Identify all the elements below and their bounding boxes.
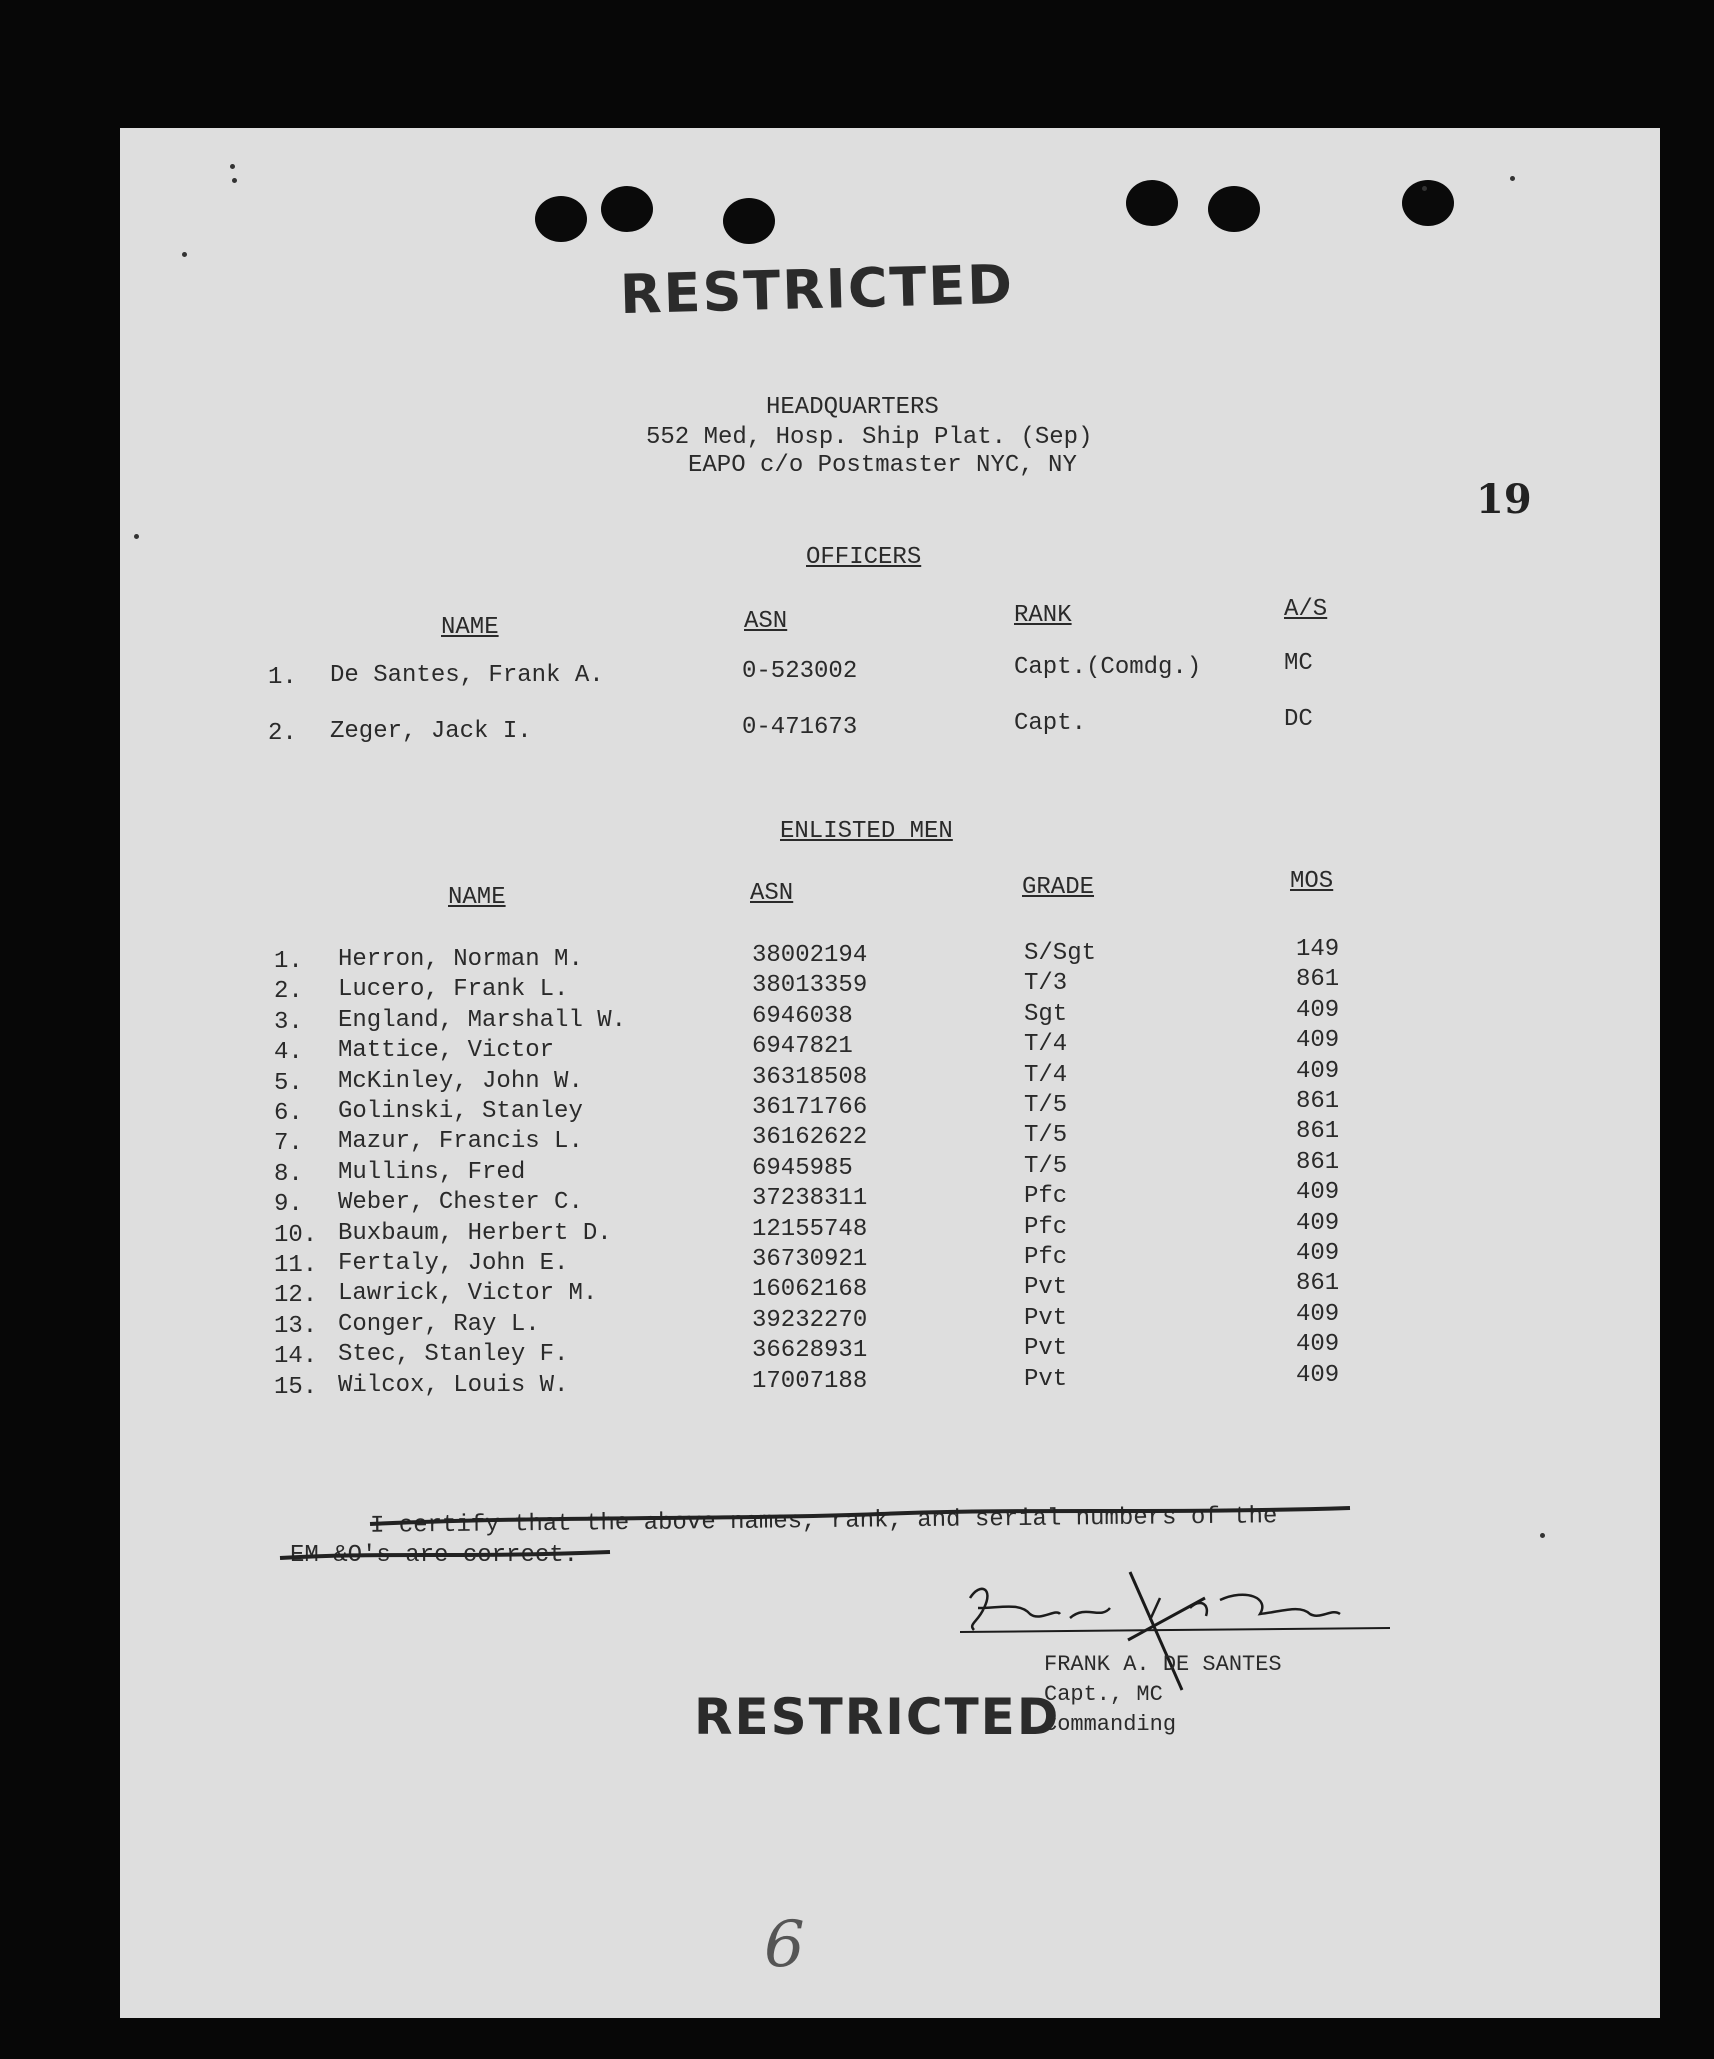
officers-col-asn: ASN (744, 608, 788, 635)
enlisted-col-mos: MOS (1290, 868, 1334, 895)
enlisted-row-number: 7. (274, 1130, 303, 1158)
enlisted-asn: 37238311 (752, 1185, 868, 1213)
enlisted-asn: 12155748 (752, 1215, 868, 1243)
enlisted-col-grade: GRADE (1022, 874, 1095, 901)
speck (232, 178, 237, 183)
officers-title: OFFICERS (806, 544, 922, 571)
enlisted-row-number: 14. (274, 1343, 318, 1371)
enlisted-mos: 409 (1296, 1300, 1340, 1328)
enlisted-row-number: 11. (274, 1252, 318, 1279)
officer-name: Zeger, Jack I. (330, 718, 532, 745)
punch-hole (1208, 186, 1260, 232)
enlisted-mos: 409 (1296, 1209, 1340, 1237)
handwritten-number: 6 (764, 1908, 805, 1982)
enlisted-row-number: 4. (274, 1039, 303, 1067)
enlisted-mos: 409 (1296, 1057, 1340, 1085)
restricted-stamp-top: RESTRICTED (619, 252, 1015, 327)
enlisted-asn: 36318508 (752, 1063, 868, 1091)
signatory-rank: Capt., MC (1044, 1682, 1163, 1707)
enlisted-row-number: 1. (274, 948, 303, 975)
enlisted-grade: S/Sgt (1024, 940, 1097, 967)
enlisted-asn: 6947821 (752, 1033, 853, 1061)
enlisted-asn: 36628931 (752, 1337, 868, 1365)
speck (1510, 176, 1515, 181)
enlisted-grade: Pvt (1024, 1274, 1068, 1302)
enlisted-asn: 36730921 (752, 1246, 868, 1273)
enlisted-mos: 861 (1296, 966, 1340, 994)
enlisted-col-asn: ASN (750, 880, 794, 907)
certification-line-2: EM &O's are correct. (290, 1542, 579, 1569)
enlisted-asn: 36171766 (752, 1094, 868, 1121)
enlisted-grade: T/5 (1024, 1092, 1068, 1119)
officer-rank: Capt. (1014, 710, 1087, 737)
enlisted-asn: 38013359 (752, 972, 868, 1000)
enlisted-asn: 36162622 (752, 1124, 868, 1152)
enlisted-title: ENLISTED MEN (780, 818, 953, 845)
enlisted-name: Stec, Stanley F. (338, 1341, 569, 1369)
document-page (120, 128, 1660, 2018)
enlisted-grade: Pvt (1024, 1365, 1068, 1393)
enlisted-mos: 861 (1296, 1148, 1340, 1176)
enlisted-grade: T/4 (1024, 1031, 1068, 1059)
enlisted-asn: 39232270 (752, 1306, 868, 1334)
enlisted-name: McKinley, John W. (338, 1067, 583, 1095)
header-line-3: EAPO c/o Postmaster NYC, NY (688, 452, 1077, 479)
enlisted-name: Mullins, Fred (338, 1158, 526, 1186)
speck (182, 252, 187, 257)
punch-hole (1402, 180, 1454, 226)
enlisted-row-number: 3. (274, 1008, 303, 1036)
officer-name: De Santes, Frank A. (330, 662, 604, 689)
enlisted-name: Golinski, Stanley (338, 1098, 583, 1125)
officer-row-number: 1. (268, 664, 297, 691)
punch-hole (723, 198, 775, 244)
officer-arm-service: DC (1284, 706, 1313, 733)
enlisted-asn: 16062168 (752, 1276, 868, 1304)
enlisted-mos: 861 (1296, 1118, 1340, 1146)
enlisted-mos: 409 (1296, 1361, 1340, 1389)
officers-col-rank: RANK (1014, 602, 1072, 629)
enlisted-grade: Pfc (1024, 1244, 1068, 1271)
enlisted-asn: 38002194 (752, 942, 868, 969)
enlisted-grade: Pvt (1024, 1335, 1068, 1363)
enlisted-row-number: 5. (274, 1069, 303, 1097)
signatory-name: FRANK A. DE SANTES (1044, 1652, 1282, 1677)
enlisted-row-number: 8. (274, 1160, 303, 1188)
punch-hole (601, 186, 653, 232)
enlisted-grade: T/3 (1024, 970, 1068, 998)
speck (230, 164, 235, 169)
officers-col-as: A/S (1284, 596, 1328, 623)
punch-hole (535, 196, 587, 242)
enlisted-name: Buxbaum, Herbert D. (338, 1219, 612, 1247)
enlisted-grade: T/4 (1024, 1061, 1068, 1089)
officers-col-name: NAME (441, 614, 499, 641)
enlisted-mos: 861 (1296, 1270, 1340, 1298)
enlisted-row-number: 2. (274, 978, 303, 1006)
enlisted-asn: 6945985 (752, 1154, 853, 1182)
enlisted-mos: 409 (1296, 996, 1340, 1024)
enlisted-mos: 861 (1296, 1088, 1340, 1115)
enlisted-mos: 409 (1296, 1027, 1340, 1055)
enlisted-name: Wilcox, Louis W. (338, 1371, 569, 1399)
enlisted-name: Weber, Chester C. (338, 1189, 583, 1217)
speck (134, 534, 139, 539)
enlisted-row-number: 10. (274, 1221, 318, 1249)
enlisted-name: Mazur, Francis L. (338, 1128, 583, 1156)
enlisted-col-name: NAME (448, 884, 506, 911)
enlisted-asn: 17007188 (752, 1367, 868, 1395)
enlisted-row-number: 13. (274, 1312, 318, 1340)
enlisted-name: Mattice, Victor (338, 1037, 555, 1065)
enlisted-grade: Pfc (1024, 1183, 1068, 1211)
enlisted-grade: T/5 (1024, 1122, 1068, 1150)
handwritten-signature (960, 1568, 1400, 1638)
speck (1540, 1533, 1545, 1538)
enlisted-row-number: 6. (274, 1100, 303, 1127)
officer-arm-service: MC (1284, 650, 1313, 677)
certification-line-1: I certify that the above names, rank, and serial numbers of the (369, 1503, 1278, 1540)
enlisted-name: Fertaly, John E. (338, 1250, 569, 1277)
header-line-2: 552 Med, Hosp. Ship Plat. (Sep) (646, 424, 1093, 451)
enlisted-name: Herron, Norman M. (338, 946, 583, 973)
officer-row-number: 2. (268, 720, 297, 747)
officer-asn: 0-471673 (742, 714, 858, 741)
officer-asn: 0-523002 (742, 658, 858, 685)
enlisted-row-number: 12. (274, 1282, 318, 1310)
enlisted-grade: Sgt (1024, 1000, 1068, 1028)
punch-hole (1126, 180, 1178, 226)
enlisted-mos: 409 (1296, 1331, 1340, 1359)
enlisted-mos: 409 (1296, 1179, 1340, 1207)
enlisted-mos: 149 (1296, 936, 1340, 963)
enlisted-grade: Pfc (1024, 1213, 1068, 1241)
enlisted-name: Lucero, Frank L. (338, 976, 569, 1004)
enlisted-name: England, Marshall W. (338, 1006, 627, 1034)
enlisted-grade: Pvt (1024, 1304, 1068, 1332)
enlisted-row-number: 9. (274, 1191, 303, 1219)
enlisted-name: Lawrick, Victor M. (338, 1280, 598, 1308)
enlisted-grade: T/5 (1024, 1152, 1068, 1180)
page-number: 19 (1476, 476, 1532, 523)
enlisted-name: Conger, Ray L. (338, 1310, 540, 1338)
enlisted-row-number: 15. (274, 1373, 318, 1401)
enlisted-mos: 409 (1296, 1240, 1340, 1267)
officer-rank: Capt.(Comdg.) (1014, 654, 1202, 681)
speck (1422, 186, 1427, 191)
signatory-title: Commanding (1044, 1712, 1177, 1737)
enlisted-asn: 6946038 (752, 1002, 853, 1030)
header-line-1: HEADQUARTERS (766, 394, 939, 421)
restricted-stamp-bottom: RESTRICTED (694, 1688, 1061, 1746)
